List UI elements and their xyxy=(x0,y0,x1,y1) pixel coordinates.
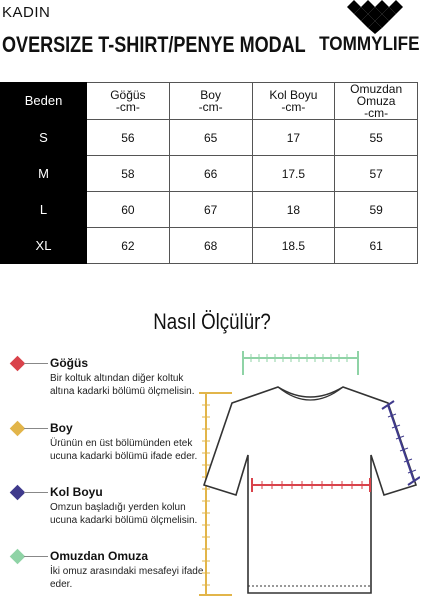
table-cell: 66 xyxy=(169,156,252,192)
table-cell: 59 xyxy=(335,192,418,228)
size-label: L xyxy=(1,192,87,228)
size-table xyxy=(0,82,418,264)
table-cell: 61 xyxy=(335,228,418,264)
brand-logo-icon xyxy=(344,0,404,34)
table-row xyxy=(1,228,418,264)
table-cell: 62 xyxy=(87,228,170,264)
table-cell: 56 xyxy=(87,120,170,156)
legend-title: Kol Boyu xyxy=(50,485,103,499)
shoulder-diamond-icon xyxy=(10,549,26,565)
table-row xyxy=(1,192,418,228)
table-cell: 57 xyxy=(335,156,418,192)
divider xyxy=(24,428,48,429)
tshirt-outline xyxy=(204,387,416,593)
legend-title: Boy xyxy=(50,421,73,435)
header-gender: KADIN xyxy=(2,4,51,21)
tshirt-diagram xyxy=(196,345,420,600)
size-label: M xyxy=(1,156,87,192)
table-row xyxy=(1,156,418,192)
chest-diamond-icon xyxy=(10,356,26,372)
legend-description: Ürünün en üst bölümünden etek ucuna kadarki bölümü ifade eder. xyxy=(50,438,198,462)
legend-title: Göğüs xyxy=(50,356,88,370)
legend-description: İki omuz arasındaki mesafeyi ifade eder. xyxy=(50,566,204,590)
column-header-chest: Göğüs -cm- xyxy=(87,83,170,120)
table-cell: 60 xyxy=(87,192,170,228)
sleeve-diamond-icon xyxy=(10,485,26,501)
table-cell: 68 xyxy=(169,228,252,264)
table-cell: 17.5 xyxy=(252,156,335,192)
column-header-sleeve: Kol Boyu -cm- xyxy=(252,83,335,120)
divider xyxy=(24,492,48,493)
product-title: OVERSIZE T-SHIRT/PENYE MODAL xyxy=(2,32,306,57)
table-cell: 58 xyxy=(87,156,170,192)
how-to-measure-title: Nasıl Ölçülür? xyxy=(153,309,271,334)
legend-item-shoulder xyxy=(12,549,202,589)
column-header-length: Boy -cm- xyxy=(169,83,252,120)
legend-description: Omzun başladığı yerden kolun ucuna kadarki bölümü ölçmelisin. xyxy=(50,502,198,526)
legend-item-sleeve xyxy=(12,485,202,535)
size-label: S xyxy=(1,120,87,156)
table-cell: 18 xyxy=(252,192,335,228)
legend-title: Omuzdan Omuza xyxy=(50,549,149,563)
table-row xyxy=(1,120,418,156)
table-header-row xyxy=(1,83,418,120)
legend-item-chest xyxy=(12,356,202,406)
table-cell: 55 xyxy=(335,120,418,156)
length-diamond-icon xyxy=(10,421,26,437)
table-cell: 65 xyxy=(169,120,252,156)
column-header-shoulder: Omuzdan Omuza -cm- xyxy=(335,83,418,120)
shoulder-measure-line xyxy=(243,351,358,375)
table-cell: 18.5 xyxy=(252,228,335,264)
size-label: XL xyxy=(1,228,87,264)
size-column-header: Beden xyxy=(1,83,87,120)
legend-description: Bir koltuk altından diğer koltuk altına kadarki bölümü ölçmelisin. xyxy=(50,373,195,397)
brand-name: TOMMYLIFE xyxy=(319,34,420,55)
divider xyxy=(24,556,48,557)
legend-item-length xyxy=(12,421,202,471)
table-cell: 67 xyxy=(169,192,252,228)
table-cell: 17 xyxy=(252,120,335,156)
divider xyxy=(24,363,48,364)
